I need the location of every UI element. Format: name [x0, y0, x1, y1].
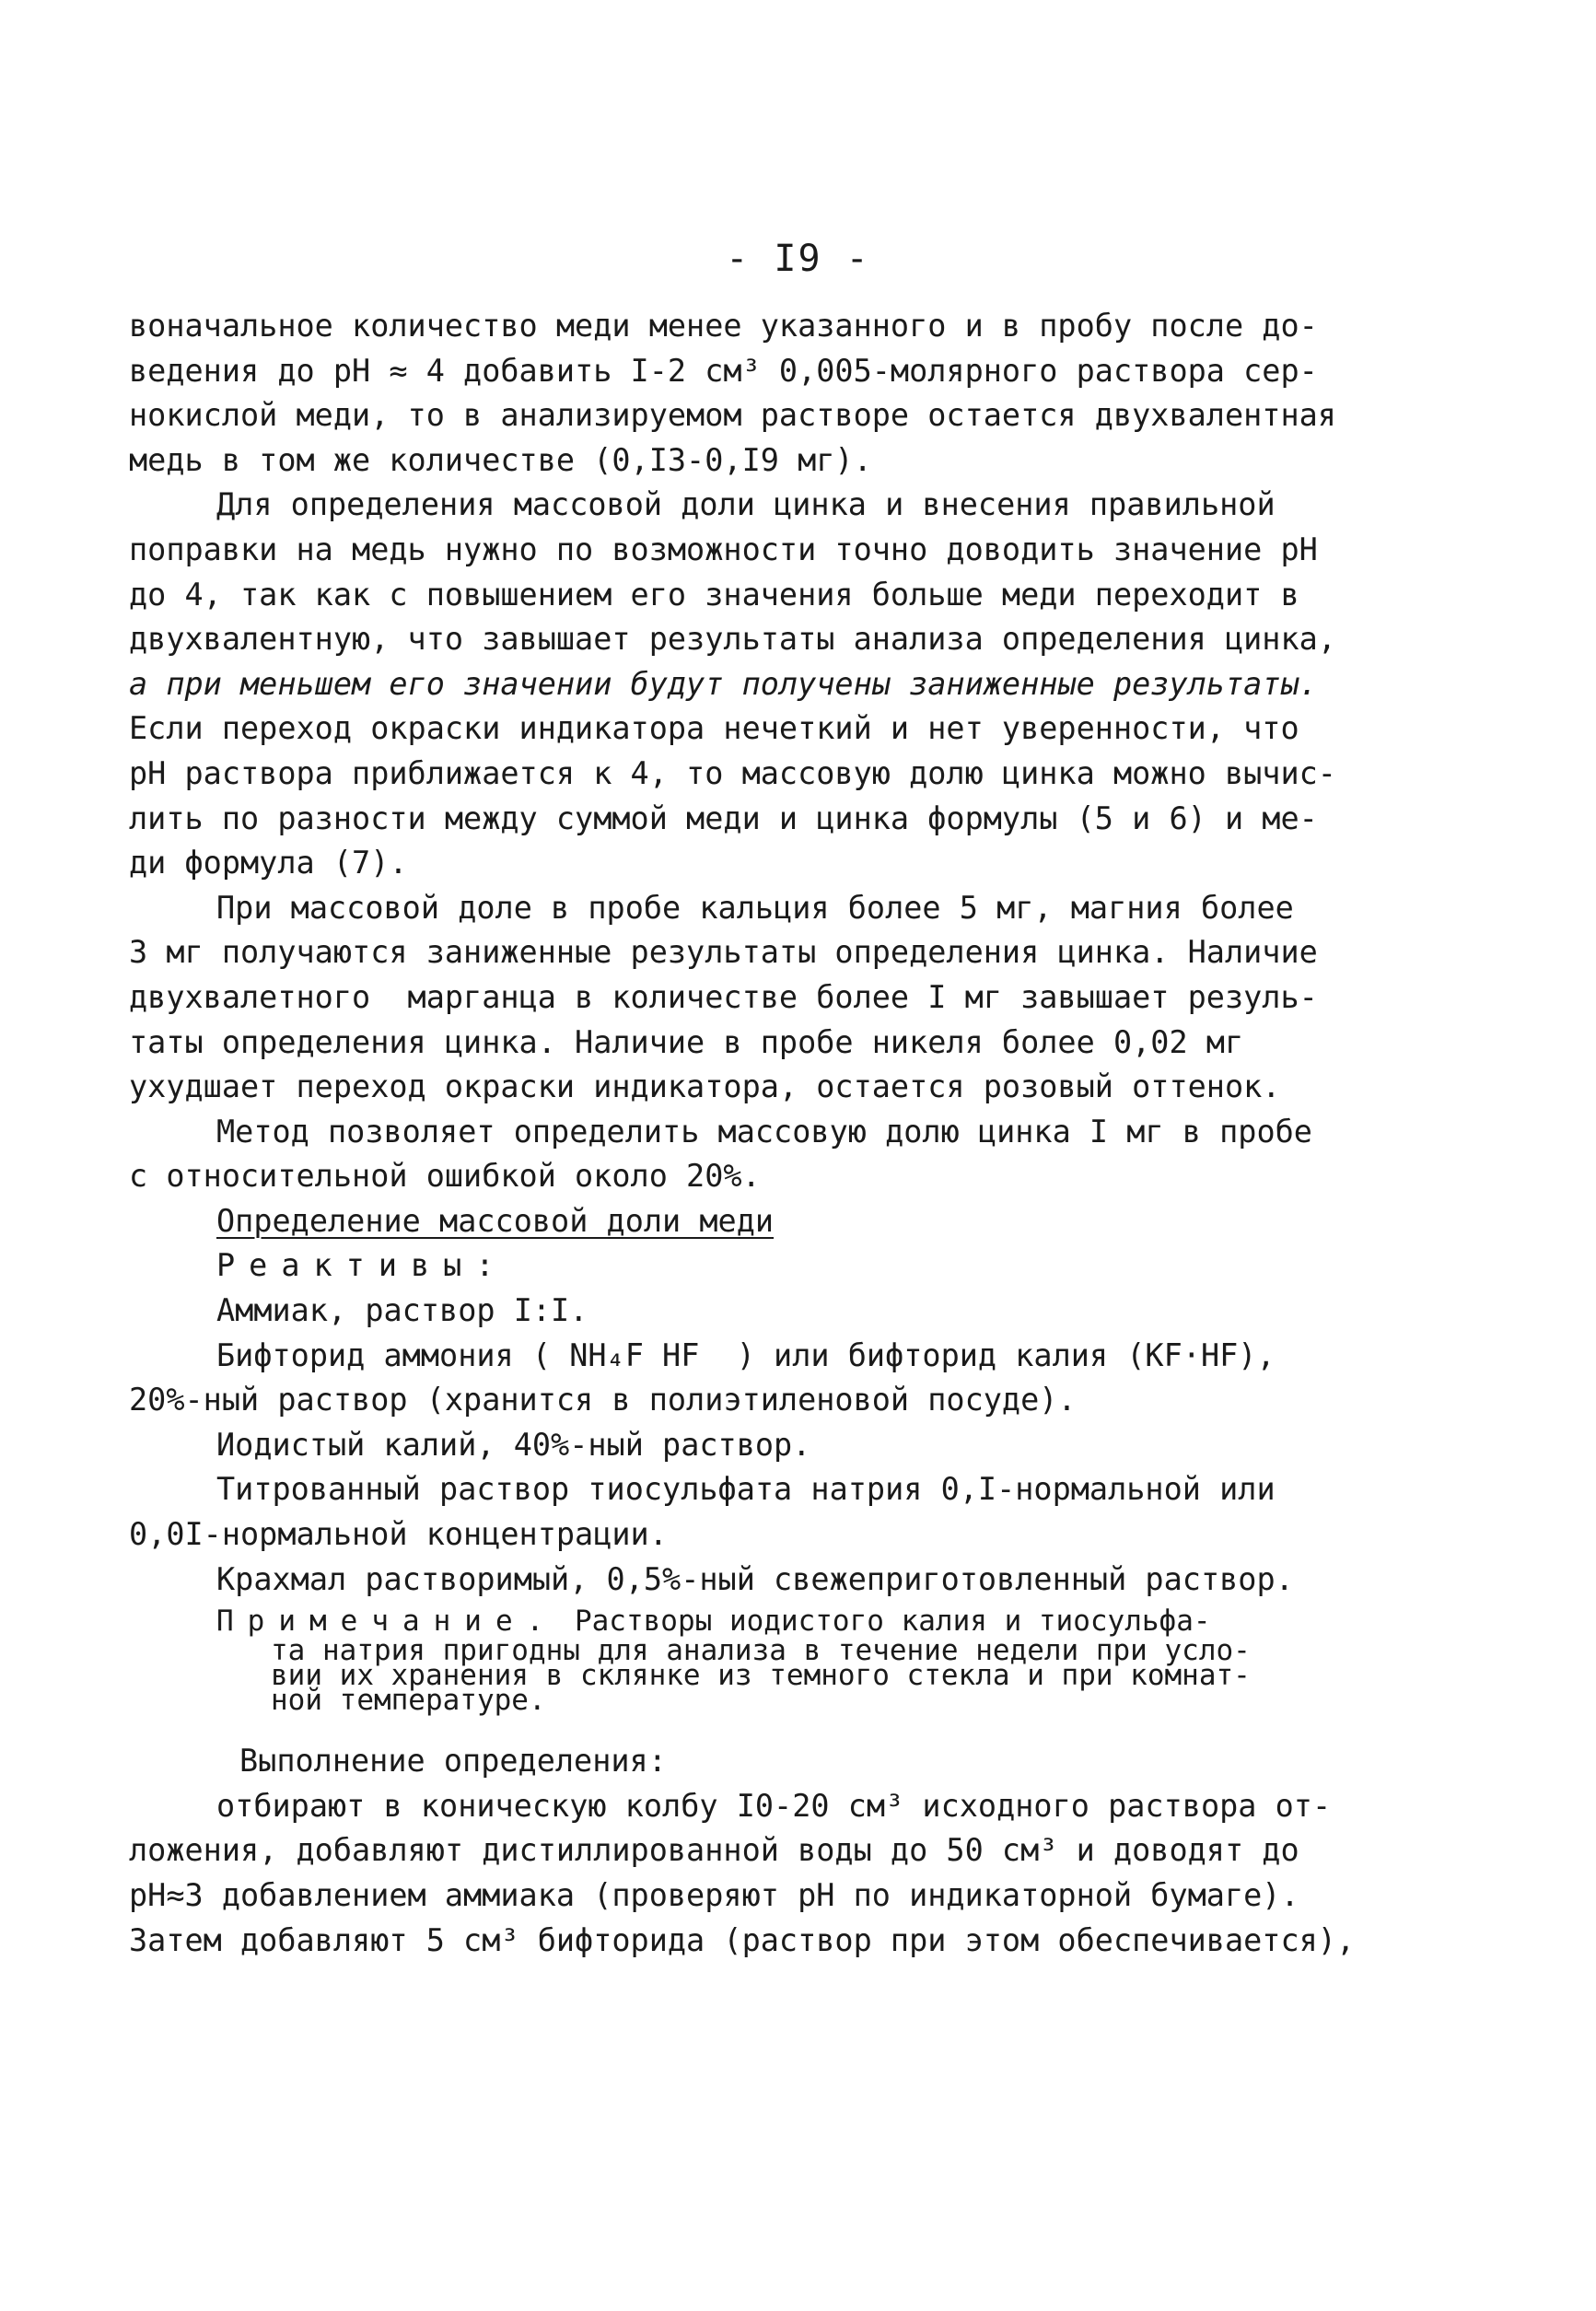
- text-line: а при меньшем его значении будут получены заниженные результаты.: [129, 665, 1318, 702]
- document-body: [129, 304, 1372, 1963]
- text-line: При массовой доле в пробе кальция более 5 мг, магния более: [216, 889, 1294, 926]
- text-line: Метод позволяет определить массовую долю цинка I мг в пробе: [216, 1113, 1312, 1150]
- text-line: pH≈3 добавлением аммиака (проверяют pH по индикаторной бумаге).: [129, 1877, 1299, 1913]
- text-line: поправки на медь нужно по возможности точно доводить значение pH: [129, 531, 1318, 567]
- paragraph: [129, 886, 1372, 1110]
- note-text: Растворы иодистого калия и тиосульфа-: [557, 1605, 1211, 1639]
- note-line: ной температуре.: [271, 1684, 546, 1718]
- text-line: Для определения массовой доли цинка и внесения правильной: [216, 486, 1276, 523]
- text-line: ложения, добавляют дистиллированной воды до 50 см³ и доводят до: [129, 1832, 1299, 1869]
- reagents-heading: Реактивы:: [216, 1247, 508, 1284]
- paragraph: [129, 483, 1372, 885]
- text-line: ди формула (7).: [129, 845, 408, 881]
- page-number: - I9 -: [726, 238, 870, 280]
- note-block: [129, 1605, 1372, 1718]
- note-label: Примечание.: [216, 1605, 558, 1639]
- text-line: Затем добавляют 5 см³ бифторида (раствор при этом обеспечивается),: [129, 1921, 1356, 1958]
- reagent-item: Иодистый калий, 40%-ный раствор.: [216, 1426, 811, 1463]
- reagent-item: Бифторид аммония ( NH₄F HF ) или бифторид калия (KF·HF),: [216, 1336, 1276, 1373]
- reagent-item-continuation: 20%-ный раствор (хранится в полиэтиленовой посуде).: [129, 1382, 1077, 1418]
- procedure-paragraph: [129, 1784, 1372, 1963]
- text-line: pH раствора приближается к 4, то массовую долю цинка можно вычис-: [129, 754, 1336, 791]
- reagent-item: Титрованный раствор тиосульфата натрия 0,I-нормальной или: [216, 1471, 1276, 1508]
- procedure-heading: Выполнение определения:: [239, 1743, 667, 1780]
- text-line: с относительной ошибкой около 20%.: [129, 1158, 761, 1195]
- text-line: вонaчальное количество меди менее указанного и в пробу после до-: [129, 308, 1318, 344]
- text-line: нокислой меди, то в анализируемом растворе остается двухвалентная: [129, 397, 1336, 434]
- note-line: та натрия пригодны для анализа в течение недели при усло-: [271, 1634, 1251, 1668]
- section-heading-text: Определение массовой доли меди: [216, 1202, 775, 1239]
- text-line: отбирают в коническую колбу I0-20 см³ исходного раствора от-: [216, 1787, 1332, 1824]
- text-line: 3 мг получаются заниженные результаты определения цинка. Наличие: [129, 934, 1318, 971]
- text-line: лить по разности между суммой меди и цинка формулы (5 и 6) и ме-: [129, 800, 1318, 836]
- text-line: Если переход окраски индикатора нечеткий и нет уверенности, что: [129, 710, 1299, 747]
- text-line: медь в том же количестве (0,I3-0,I9 мг).: [129, 441, 872, 478]
- reagent-list: [129, 1289, 1372, 1602]
- paragraph: [129, 304, 1372, 483]
- text-line: двухвалентную, что завышает результаты анализа определения цинка,: [129, 621, 1336, 658]
- text-line: ухудшает переход окраски индикатора, остается розовый оттенок.: [129, 1068, 1281, 1105]
- paragraph: [129, 1110, 1372, 1199]
- reagent-item: Аммиак, раствор I:I.: [216, 1292, 588, 1329]
- text-line: таты определения цинка. Наличие в пробе никеля более 0,02 мг: [129, 1023, 1244, 1060]
- note-line: вии их хранения в склянке из темного стекла и при комнат-: [271, 1659, 1251, 1693]
- spacer: [129, 1713, 1372, 1739]
- reagent-item-continuation: 0,0I-нормальной концентрации.: [129, 1516, 668, 1553]
- text-line: до 4, так как с повышением его значения больше меди переходит в: [129, 576, 1299, 613]
- section-heading: [129, 1199, 1372, 1244]
- text-line: ведения до pH ≈ 4 добавить I-2 см³ 0,005-молярного раствора сер-: [129, 352, 1318, 389]
- reagent-item: Крахмал растворимый, 0,5%-ный свежеприготовленный раствор.: [216, 1560, 1294, 1597]
- text-line: двухвалетного марганца в количестве более I мг завышает резуль-: [129, 978, 1318, 1015]
